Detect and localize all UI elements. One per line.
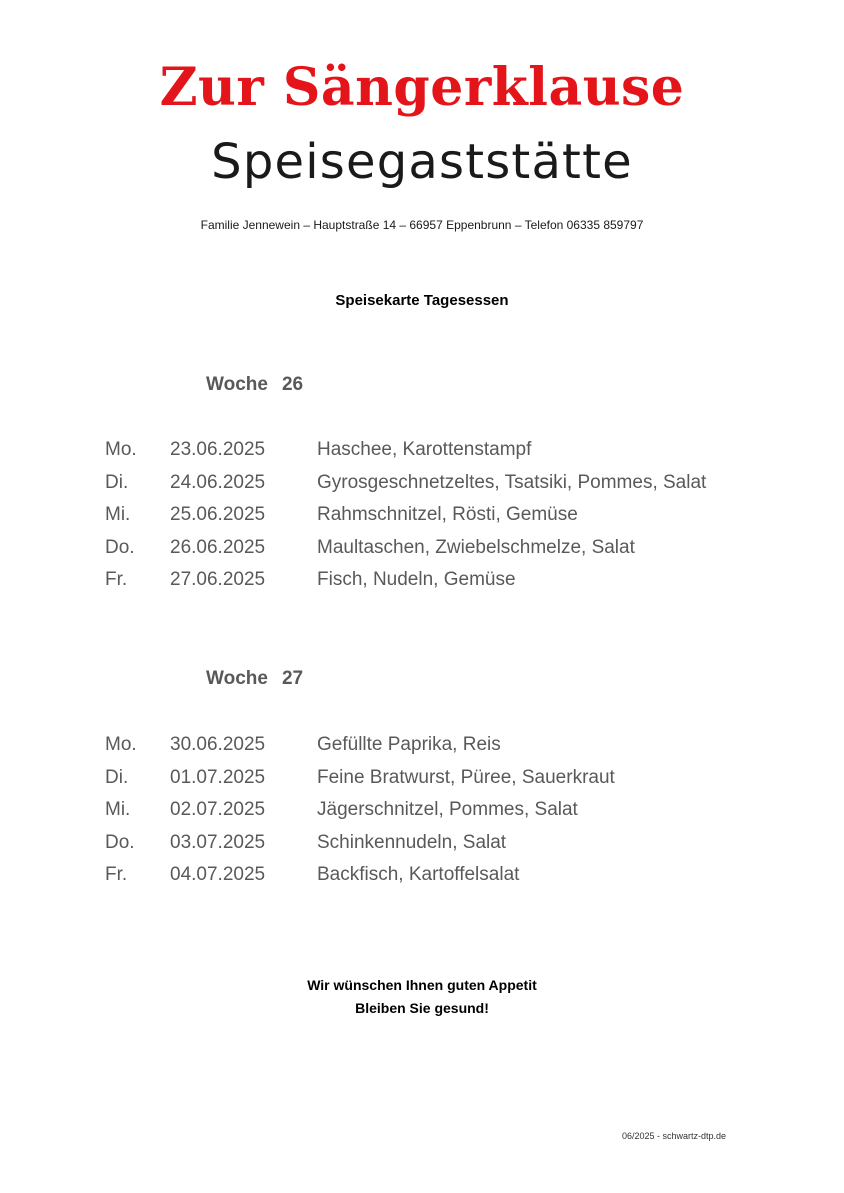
- week-heading: [206, 374, 303, 396]
- menu-title: Speisekarte Tagesessen: [335, 292, 509, 309]
- menu-row: [0, 799, 844, 832]
- menu-row: [0, 864, 844, 897]
- menu-day: Do.: [105, 831, 135, 853]
- menu-date: 25.06.2025: [170, 504, 266, 526]
- menu-dish: Fisch, Nudeln, Gemüse: [317, 569, 516, 591]
- menu-day: Mi.: [105, 504, 131, 526]
- menu-dish: Gyrosgeschnetzeltes, Tsatsiki, Pommes, Salat: [317, 471, 707, 493]
- footer-note: 06/2025 - schwartz-dtp.de: [622, 1131, 727, 1141]
- menu-day: Fr.: [105, 569, 128, 591]
- menu-date: 30.06.2025: [170, 734, 266, 755]
- menu-row: [0, 537, 844, 570]
- menu-day: Di.: [105, 471, 129, 493]
- logo-subtitle: Speisegaststätte: [211, 134, 633, 190]
- menu-day: Mo.: [105, 439, 137, 460]
- logo-title: Zur Sängerklause: [159, 57, 685, 118]
- menu-date: 23.06.2025: [170, 439, 266, 460]
- week-heading: [206, 668, 303, 690]
- menu-row: [0, 734, 844, 767]
- closing-line-health: Bleiben Sie gesund!: [355, 1000, 489, 1016]
- menu-row: [0, 569, 844, 602]
- menu-dish: Gefüllte Paprika, Reis: [317, 734, 501, 755]
- week-label: Woche: [206, 668, 268, 689]
- menu-row: [0, 504, 844, 537]
- menu-dish: Backfisch, Kartoffelsalat: [317, 864, 520, 886]
- week-menu-list: [0, 734, 844, 897]
- menu-row: [0, 767, 844, 800]
- menu-dish: Haschee, Karottenstampf: [317, 439, 532, 460]
- menu-row: [0, 439, 844, 472]
- menu-dish: Maultaschen, Zwiebelschmelze, Salat: [317, 536, 635, 558]
- menu-date: 24.06.2025: [170, 471, 266, 493]
- menu-date: 03.07.2025: [170, 831, 266, 853]
- menu-day: Mo.: [105, 734, 137, 755]
- menu-date: 27.06.2025: [170, 569, 266, 591]
- menu-row: [0, 832, 844, 865]
- menu-row: [0, 472, 844, 505]
- menu-date: 01.07.2025: [170, 766, 266, 788]
- menu-date: 04.07.2025: [170, 864, 266, 886]
- menu-dish: Rahmschnitzel, Rösti, Gemüse: [317, 504, 578, 526]
- menu-dish: Schinkennudeln, Salat: [317, 831, 507, 853]
- menu-dish: Feine Bratwurst, Püree, Sauerkraut: [317, 766, 615, 788]
- week-menu-list: [0, 439, 844, 602]
- week-number: 26: [281, 374, 304, 395]
- menu-dish: Jägerschnitzel, Pommes, Salat: [317, 799, 578, 821]
- week-label: Woche: [206, 374, 268, 395]
- menu-day: Fr.: [105, 864, 128, 886]
- week-number: 27: [281, 668, 304, 689]
- menu-day: Di.: [105, 766, 129, 788]
- menu-date: 02.07.2025: [170, 799, 266, 821]
- menu-day: Do.: [105, 536, 135, 558]
- closing-line-appetite: Wir wünschen Ihnen guten Appetit: [307, 977, 537, 993]
- menu-day: Mi.: [105, 799, 131, 821]
- menu-date: 26.06.2025: [170, 536, 266, 558]
- address-line: Familie Jennewein – Hauptstraße 14 – 66957 Eppenbrunn – Telefon 06335 859797: [200, 218, 644, 232]
